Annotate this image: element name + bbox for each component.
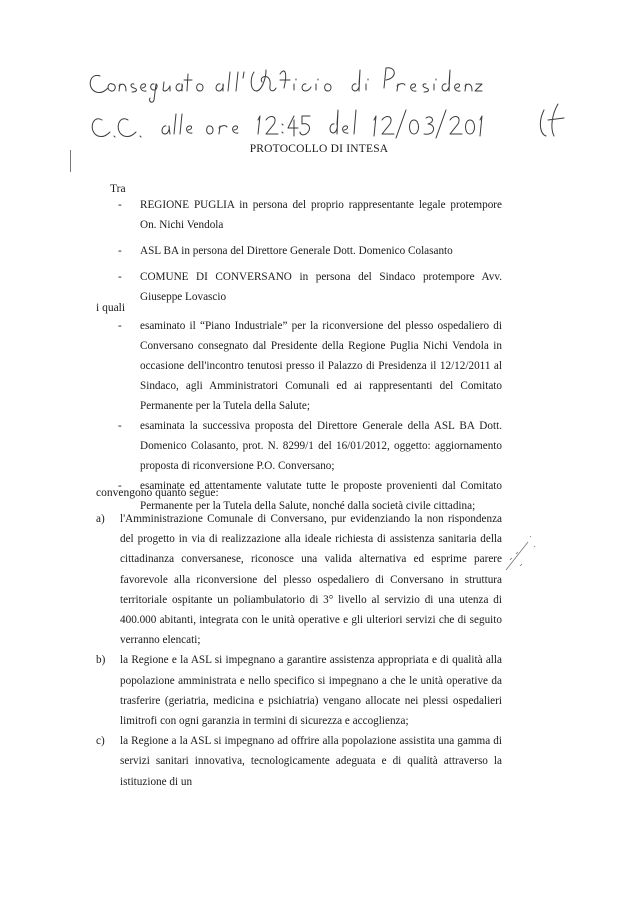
quali-label: i quali <box>96 302 126 314</box>
clause-text: l'Amministrazione Comunale di Conversano, pur evidenziando la non rispondenza del progetto in via di realizzazione alla ideale richiesta di assistenza sanitaria della cittadinanza conversanese, riconosce una valida alternativa ed esprime parere favorevole alla riconversione del plesso ospedaliero di Conversano in struttura territoriale ospitante un poliambulatorio di 3° livello al servizio di una utenza di 400.000 abitanti, integrata con le unità operative e gli ulteriori servizi che di seguito verranno elencati; <box>120 513 502 647</box>
clause-text: la Regione e la ASL si impegnano a garantire assistenza appropriata e di qualità alla popolazione amministrata e nello specifico si impegnano a che le unità operative da trasferire (geriatria, medicina e psichiatria) vengano allocate nei plessi ospedalieri limitrofi con ogni garanzia in termini di sicurezza e accoglienza; <box>120 654 502 728</box>
clause-text: la Regione a la ASL si impegnano ad offrire alla popolazione assistita una gamma di servizi sanitari innovativa, tecnologicamente adeguata e di qualità attraverso la istituzione di un <box>120 735 502 788</box>
clause-marker: a) <box>96 513 105 525</box>
scan-artifact-mark <box>500 530 540 580</box>
document-title: PROTOCOLLO DI INTESA <box>249 143 389 155</box>
party-item: - ASL BA in persona del Direttore Generale Dott. Domenico Colasanto <box>118 241 502 261</box>
clause-item <box>96 509 502 650</box>
party-item: - COMUNE DI CONVERSANO in persona del Sindaco protempore Avv. Giuseppe Lovascio <box>118 267 502 307</box>
tra-label: Tra <box>110 183 126 195</box>
consideration-item: - esaminate ed attentamente valutate tutte le proposte provenienti dal Comitato Permanente per la Tutela della Salute, nonché dalla società civile cittadina; <box>118 476 502 516</box>
handwritten-annotation-text <box>84 60 85 61</box>
handwritten-annotation <box>84 58 484 148</box>
clause-marker: b) <box>96 654 106 667</box>
clause-item <box>96 650 502 731</box>
handwritten-line-1 <box>84 60 85 61</box>
initials-mark <box>536 100 596 140</box>
clause-marker: c) <box>96 735 105 748</box>
clause-item <box>96 731 502 792</box>
consideration-item: - esaminata la successiva proposta del Direttore Generale della ASL BA Dott. Domenico Colasanto, prot. N. 8299/1 del 16/01/2012, oggetto: aggiornamento proposta di riconversione P.O. Conversano; <box>118 416 502 476</box>
consideration-item: - esaminato il “Piano Industriale” per la riconversione del plesso ospedaliero di Conversano consegnato dal Presidente della Regione Puglia Nichi Vendola in occasione dell'incontro tenutosi presso il Palazzo di Presidenza il 12/12/2011 al Sindaco, agli Amministratori Comunali ed ai rappresentanti del Comitato Permanente per la Tutela della Salute; <box>118 316 502 416</box>
considerations-list <box>118 316 502 516</box>
convengono-label: convengono quanto segue: <box>96 487 219 499</box>
party-item: - REGIONE PUGLIA in persona del proprio rappresentante legale protempore On. Nichi Vendola <box>118 195 502 235</box>
clauses-list <box>96 509 502 792</box>
parties-list <box>118 195 502 313</box>
